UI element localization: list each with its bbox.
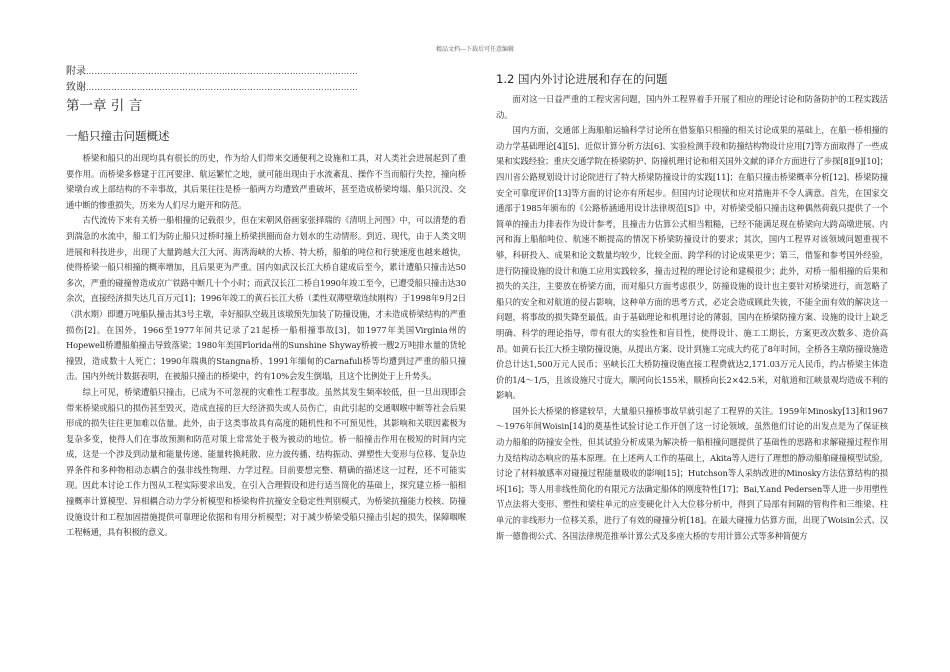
toc-label: 附录 xyxy=(66,66,86,77)
toc-entry-appendix[interactable] xyxy=(66,64,466,80)
toc-leader-dots: …………………………………………………………………………………… xyxy=(86,83,358,92)
toc-label: 致谢 xyxy=(66,82,86,93)
header-note: 精品文档---下载后可任意编辑 xyxy=(435,46,515,53)
section-title: 1.2 国内外讨论进展和存在的问题 xyxy=(496,72,668,86)
body-paragraph: 桥梁和船只的出现均具有很长的历史，作为给人们带来交通便利之设施和工具，对人类社会进展起到了重要作用。而桥梁多修建于江河要津、航运繁忙之地，就可能出现由于水流紊乱、操作不当而船行失控，撞向桥梁墩台或上部结构的不幸事故，其后果往往是桥一船两方均遭致严重破坏，甚至造成桥梁垮塌、船只沉没、交通中断的惨重损失，历来为人们尽力避开和防范。 xyxy=(66,153,466,210)
left-column xyxy=(66,64,466,541)
body-paragraph: 古代流传下来有关桥一船相撞的记载很少，但在宋朝风俗画家张择瑞的《清明上河图》中，可以清楚的看到湍急的水流中，船工们为防止船只过桥时撞上桥梁拱圈而奋力划水的生动情形。到近、现代，由于人类文明进展和科技进步，出现了大量跨越大江大河、海湾海峡的大桥、特大桥，船舶的吨位和行驶速度也越来越快，使得桥梁一船只相撞的概率增加，且后果更为严重。国内如武汉长江大桥自建成后至今，累计遭船只撞击达50多次，严重的碰撞曾造成京广铁路中断几十个小时；而武汉长江二桥自1990年竣工至今，已遭受船只撞击达30余次，直接经济损失达几百万元[1]；1996年竣工的黄石长江大桥（柔性双薄壁墩连续刚构）于1998年9月2日（洪水期）即遭万吨船队撞击其3号主墩，幸好船队空载且该墩预先加装了防撞设施，才未造成桥梁结构的严重损伤[2]。在国外，1966至1977年间共记录了21起桥一船相撞事故[3]，如1977年美国Virginia州的Hopewell桥遭船舶撞击导致落梁；1980年美国Florida州的Sunshine Shyway桥被一艘2万吨排水量的货轮撞毁，造成数十人死亡；1990年瑞典的Stangna桥、1991年缅甸的Carnafuli桥等均遭到过严重的船只撞击。国内外统计数据表明，在被船只撞击的桥梁中，约有10%会发生倒塌，且这个比例处于上升势头。 xyxy=(66,215,466,382)
section-title: 一船只撞击问题概述 xyxy=(66,129,170,143)
chapter-title: 第一章 引 言 xyxy=(66,98,143,114)
body-paragraph: 国外长大桥梁的修建较早，大量船只撞桥事故早就引起了工程界的关注。1959年Minosky[13]和1967～1976年间Woisin[14]的奠基性试验讨论工作开创了这一讨论领域，虽然他们讨论的出发点是为了保证核动力船舶的防撞安全性，但其试验分析成果为解决桥一船相撞问题提供了基础性的思路和求解碰撞过程作用力及结构动态响应的基本原理。在上述两人工作的基础上，Akita等人进行了理想的静动船舶碰撞模型试验，讨论了材料敏感率对碰撞过程能量吸收的影响[15]；Hutchson等人采纳改进的Minosky方法估算结构的损坏[16]；等人用非线性简化的有限元方法确定船体的刚度特性[17]；Bai,Y.and Pedersen等人进一步用塑性节点法将大变形、塑性和梁柱单元的应变硬化计入大位移分析中，得到了局部有间隔的管构件和三维梁、柱单元的非线形力一位移关系，进行了有效的碰撞分析[18]。在最大碰撞力估算方面，出现了Woisin公式、汉斯一德鲁彻公式、各国法律规范推举计算公式及多座大桥的专用计算公式等多种简便方 xyxy=(496,405,888,541)
right-column xyxy=(496,64,888,544)
toc-entry-acknowledgement[interactable] xyxy=(66,80,466,96)
body-paragraph: 面对这一日益严重的工程灾害问题，国内外工程界着手开展了相应的理论讨论和防备防护的工程实践活动。 xyxy=(496,94,888,120)
body-paragraph: 综上可见，桥梁遭船只撞击，已成为不可忽视的灾难性工程事故。虽然其发生频率较低，但一旦出现即会带来桥梁或船只的损伤甚至毁灭，造成直接的巨大经济损失或人员伤亡，由此引起的交通咽喉中断等社会后果形成的损失往往更加难以估量。此外，由于这类事故具有高度的随机性和不可预见性，其影响和关联因素极为复杂多变，使得人们在事故预测和防范对策上常常处于极为被动的地位。桥一船撞击作用在极短的时间内完成，这是一个涉及到动量和能量传递、能量转换耗散、应力波传播、结构振动、弹塑性大变形与位移、复杂边界条件和多种物相动态耦合的强非线性物理、力学过程。目前要想完整、精确的描述这一过程，还不可能实现。因此本讨论工作力图从工程实际要求出发，在引入合理假设和进行适当简化的基础上，探究建立桥一船相撞概率计算模型、异相耦合动力学分析模型和桥梁构件抗撞安全稳定性判别模式，为桥梁抗撞能力校核、防撞设施设计和工程加固措施提供可靠理论依据和有用分析模型；对于减少桥梁受船只撞击引起的损失，保障咽喉工程畅通，具有积极的意义。 xyxy=(66,386,466,538)
toc-leader-dots: …………………………………………………………………………………… xyxy=(86,67,358,76)
body-paragraph: 国内方面，交通部上海船舶运输科学讨论所在借鉴船只相撞的相关讨论成果的基础上，在船一桥相撞的动力学基础理论[4][5]、近似计算分析方法[6]、实验检测手段和防撞结构物设计应用[7]等方面取得了一些成果和实践经验；重庆交通学院在桥梁防护、防撞机理讨论和相关国外文献的译介方面进行了步探[8][9][10]；四川省公路规划设计讨论院进行了特大桥梁防撞设计的实践[11]；在船只撞击桥梁概率分析[12]、桥梁防撞安全可靠度评价[13]等方面的讨论亦有所起步。但国内讨论现状和应对措施并不令人满意。首先，在国家交通部于1985年颁布的《公路桥涵通用设计法律规范[S]》中，对桥梁受船只撞击这种偶然荷载只提供了一个简单的撞击力排表作为设计参考，且撞击力估算公式相当粗糙，已经不能满足现在桥梁向大跨高墩进展、内河和海上船舶吨位、航速不断提高的情况下桥梁防撞设计的要求；其次，国内工程界对该领域问题重视不够，科研投入、成果和论文数量均较少，比较全面、跨学科的讨论成果更少；第三，借鉴和参考国外经验，进行防撞设施的设计和施工应用实践较多，撞击过程的理论讨论和建模很少；此外，对桥一船相撞的后果和损失的关注，主要放在桥梁方面，而对船只方面考虑很少，防撞设施的设计也主要针对桥梁进行，而忽略了船只的安全和对航道的侵占影响，这种单方面的思考方式，必定会造成顾此失彼，不能全面有效的解决这一问题，将事故的损失降至最低。由于基础理论和机理讨论的薄弱，国内在桥梁防撞方案、设施的设计上缺乏明确、科学的理论指导，带有很大的实验性和盲目性，使得设计、施工工期长，方案更改次数多、造价高昂。如黄石长江大桥主墩防撞设施，从提出方案、设计到施工完成大约花了8年时间，全桥各主墩防撞设施造价总计达1,500万元人民币；巫峡长江大桥防撞设施直接工程费就达2,171.03万元人民币，约占桥梁主体造价的1/4～1/5，且该设施尺寸庞大，顺河向长155米，顺桥向长2×42.5米，对航道和江峡景观均造成不利的影响。 xyxy=(496,125,889,401)
